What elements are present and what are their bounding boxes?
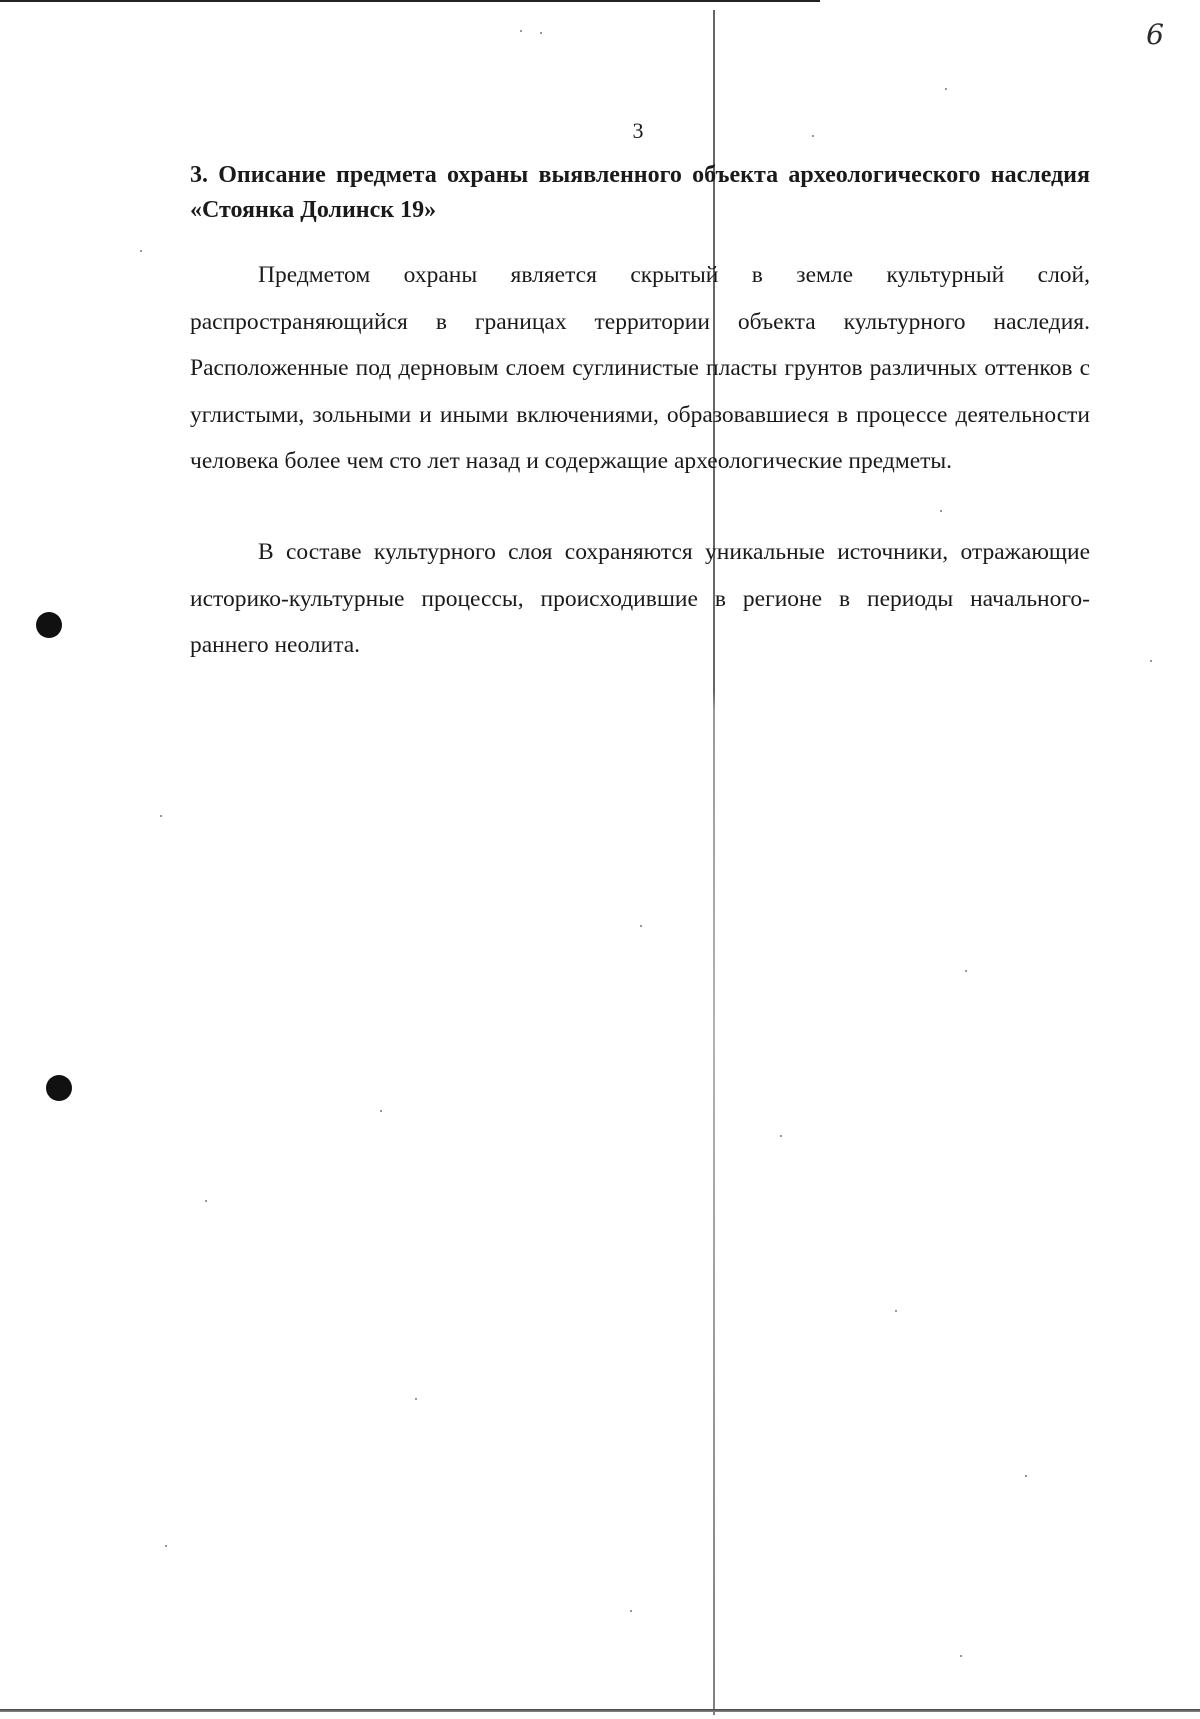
scan-speck (140, 250, 142, 252)
punch-hole-lower (46, 1075, 72, 1101)
scan-speck (780, 1135, 782, 1137)
scan-speck (960, 1655, 962, 1657)
section-heading: 3. Описание предмета охраны выявленного объекта археологического наследия «Стоянка Долинск 19» (190, 162, 1090, 223)
paragraph-cultural-layer: В составе культурного слоя сохраняются уникальные источники, отражающие историко-культурные процессы, происходившие в регионе в периоды начального-раннего неолита. (190, 539, 1090, 658)
scan-speck (520, 30, 522, 32)
paragraph-protection-subject: Предметом охраны является скрытый в земле культурный слой, распространяющийся в границах территории объекта культурного наследия. Расположенные под дерновым слоем суглинистые пласты грунтов различных оттенков с углистыми, зольными и иными включениями, образовавшиеся в процессе деятельности человека более чем сто лет назад и содержащие археологические предметы. (190, 262, 1090, 474)
scan-bottom-edge (0, 1709, 1200, 1712)
scan-speck (160, 815, 162, 817)
scan-speck (1150, 660, 1152, 662)
scan-speck (940, 510, 942, 512)
scan-speck (380, 1110, 382, 1112)
punch-hole-upper (36, 612, 62, 638)
page-number: 3 (632, 118, 644, 143)
scan-speck (1025, 1475, 1027, 1477)
scan-speck (415, 1398, 417, 1400)
handwritten-sheet-number: 6 (1146, 18, 1164, 51)
scan-speck (540, 32, 542, 34)
scan-speck (165, 1545, 167, 1547)
scan-speck (630, 1610, 632, 1612)
scan-speck (640, 925, 642, 927)
scan-speck (895, 1310, 897, 1312)
scan-top-edge (0, 0, 820, 2)
scan-speck (965, 970, 967, 972)
scan-speck (945, 88, 947, 90)
scan-speck (205, 1200, 207, 1202)
